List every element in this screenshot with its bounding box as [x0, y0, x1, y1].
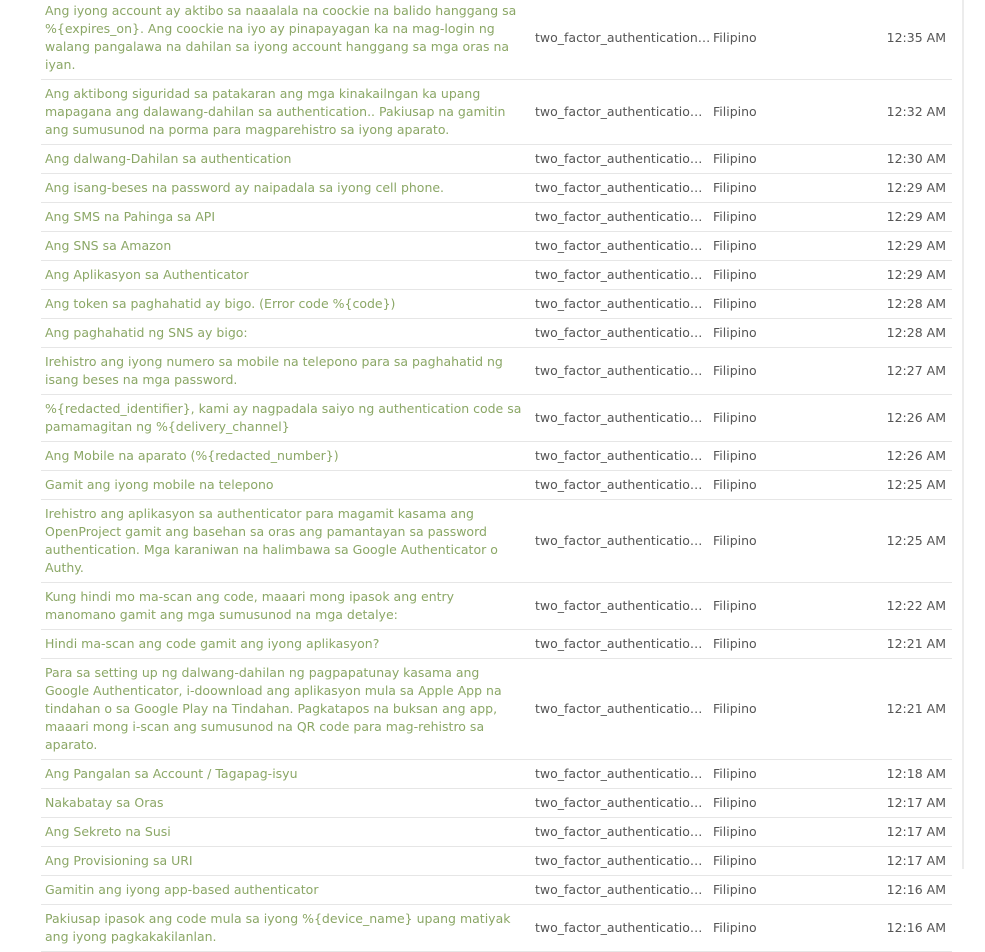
translation-link[interactable]: Ang Mobile na aparato (%{redacted_number}): [45, 448, 339, 463]
translation-cell: [41, 876, 529, 905]
timestamp-cell: 12:26 AM: [827, 442, 952, 471]
language-cell: Filipino: [709, 847, 827, 876]
table-row: [41, 471, 952, 500]
timestamp-cell: 12:25 AM: [827, 471, 952, 500]
translation-key-cell: two_factor_authenticatio…: [529, 261, 709, 290]
translation-cell: [41, 80, 529, 145]
table-row: [41, 174, 952, 203]
timestamp-cell: 12:21 AM: [827, 630, 952, 659]
translation-key-cell: two_factor_authenticatio…: [529, 80, 709, 145]
translation-link[interactable]: Irehistro ang iyong numero sa mobile na telepono para sa paghahatid ng isang beses na mga password.: [45, 354, 503, 387]
language-cell: Filipino: [709, 442, 827, 471]
translation-cell: [41, 348, 529, 395]
timestamp-cell: 12:29 AM: [827, 174, 952, 203]
table-row: [41, 630, 952, 659]
language-cell: Filipino: [709, 290, 827, 319]
table-row: [41, 319, 952, 348]
scrollbar-track[interactable]: [962, 0, 964, 869]
table-row: [41, 80, 952, 145]
translation-cell: [41, 261, 529, 290]
translation-key-cell: two_factor_authenticatio…: [529, 348, 709, 395]
translation-link[interactable]: Gamit ang iyong mobile na telepono: [45, 477, 274, 492]
timestamp-cell: 12:29 AM: [827, 232, 952, 261]
timestamp-cell: 12:18 AM: [827, 760, 952, 789]
table-row: [41, 145, 952, 174]
translation-link[interactable]: Ang Provisioning sa URI: [45, 853, 193, 868]
translation-key-cell: two_factor_authenticatio…: [529, 659, 709, 760]
timestamp-cell: 12:28 AM: [827, 290, 952, 319]
language-cell: Filipino: [709, 500, 827, 583]
translation-cell: [41, 145, 529, 174]
translation-key-cell: two_factor_authenticatio…: [529, 145, 709, 174]
timestamp-cell: 12:21 AM: [827, 659, 952, 760]
table-row: [41, 500, 952, 583]
translation-link[interactable]: Irehistro ang aplikasyon sa authenticator para magamit kasama ang OpenProject gamit ang basehan sa oras ang pamantayan sa password authentication. Mga karaniwan na halimbawa sa Google Authenticator o Authy.: [45, 506, 498, 575]
translation-cell: [41, 471, 529, 500]
table-row: [41, 818, 952, 847]
translation-key-cell: two_factor_authenticatio…: [529, 583, 709, 630]
table-row: [41, 876, 952, 905]
language-cell: Filipino: [709, 174, 827, 203]
timestamp-cell: 12:27 AM: [827, 348, 952, 395]
translation-key-cell: two_factor_authenticatio…: [529, 760, 709, 789]
translation-link[interactable]: Para sa setting up ng dalwang-dahilan ng pagpapatunay kasama ang Google Authenticator, i-doownload ang aplikasyon mula sa Apple App na tindahan o sa Google Play na Tindahan. Pagkatapos na buksan ang app, maaari mong i-scan ang sumusunod na QR code para mag-rehistro sa aparato.: [45, 665, 502, 752]
translation-cell: [41, 760, 529, 789]
translation-link[interactable]: Gamitin ang iyong app-based authenticator: [45, 882, 319, 897]
activity-rows: [41, 0, 952, 952]
translation-link[interactable]: Ang token sa paghahatid ay bigo. (Error code %{code}): [45, 296, 396, 311]
translation-key-cell: two_factor_authenticatio…: [529, 395, 709, 442]
table-row: [41, 905, 952, 952]
table-row: [41, 760, 952, 789]
translation-key-cell: two_factor_authenticatio…: [529, 471, 709, 500]
translation-cell: [41, 290, 529, 319]
language-cell: Filipino: [709, 905, 827, 952]
table-row: [41, 395, 952, 442]
translation-link[interactable]: Ang aktibong siguridad sa patakaran ang mga kinakailngan ka upang mapagana ang dalawang-dahilan sa authentication.. Pakiusap na gamitin ang sumusunod na porma para magparehistro sa iyong aparato.: [45, 86, 506, 137]
language-cell: Filipino: [709, 319, 827, 348]
translation-key-cell: two_factor_authentication…: [529, 0, 709, 80]
translation-activity-table: [41, 0, 952, 952]
translation-key-cell: two_factor_authenticatio…: [529, 203, 709, 232]
translation-key-cell: two_factor_authenticatio…: [529, 876, 709, 905]
translation-key-cell: two_factor_authenticatio…: [529, 905, 709, 952]
translation-cell: [41, 847, 529, 876]
timestamp-cell: 12:29 AM: [827, 261, 952, 290]
translation-link[interactable]: Ang dalwang-Dahilan sa authentication: [45, 151, 292, 166]
timestamp-cell: 12:32 AM: [827, 80, 952, 145]
table-row: [41, 442, 952, 471]
translation-cell: [41, 789, 529, 818]
language-cell: Filipino: [709, 348, 827, 395]
translation-cell: [41, 203, 529, 232]
translation-cell: [41, 319, 529, 348]
timestamp-cell: 12:30 AM: [827, 145, 952, 174]
table-row: [41, 847, 952, 876]
table-row: [41, 583, 952, 630]
translation-cell: [41, 659, 529, 760]
language-cell: Filipino: [709, 261, 827, 290]
translation-cell: [41, 583, 529, 630]
timestamp-cell: 12:26 AM: [827, 395, 952, 442]
language-cell: Filipino: [709, 232, 827, 261]
timestamp-cell: 12:17 AM: [827, 818, 952, 847]
timestamp-cell: 12:17 AM: [827, 847, 952, 876]
language-cell: Filipino: [709, 80, 827, 145]
timestamp-cell: 12:35 AM: [827, 0, 952, 80]
timestamp-cell: 12:16 AM: [827, 876, 952, 905]
translation-key-cell: two_factor_authenticatio…: [529, 442, 709, 471]
translation-link[interactable]: Nakabatay sa Oras: [45, 795, 164, 810]
timestamp-cell: 12:17 AM: [827, 789, 952, 818]
translation-cell: [41, 442, 529, 471]
translation-link[interactable]: Ang SMS na Pahinga sa API: [45, 209, 216, 224]
translation-cell: [41, 630, 529, 659]
translation-link[interactable]: Pakiusap ipasok ang code mula sa iyong %{device_name} upang matiyak ang iyong pagkakakilanlan.: [45, 911, 511, 944]
translation-cell: [41, 500, 529, 583]
translation-cell: [41, 174, 529, 203]
translation-link[interactable]: Hindi ma-scan ang code gamit ang iyong aplikasyon?: [45, 636, 380, 651]
language-cell: Filipino: [709, 203, 827, 232]
translation-link[interactable]: Ang Aplikasyon sa Authenticator: [45, 267, 249, 282]
table-row: [41, 659, 952, 760]
translation-link[interactable]: Kung hindi mo ma-scan ang code, maaari mong ipasok ang entry manomano gamit ang mga sumusunod na mga detalye:: [45, 589, 455, 622]
table-row: [41, 789, 952, 818]
table-row: [41, 348, 952, 395]
translation-cell: [41, 905, 529, 952]
table-row: [41, 290, 952, 319]
language-cell: Filipino: [709, 471, 827, 500]
language-cell: Filipino: [709, 0, 827, 80]
translation-link[interactable]: %{redacted_identifier}, kami ay nagpadala saiyo ng authentication code sa pamamagitan ng %{delivery_channel}: [45, 401, 522, 434]
translation-link[interactable]: Ang Sekreto na Susi: [45, 824, 171, 839]
translation-key-cell: two_factor_authenticatio…: [529, 847, 709, 876]
translation-key-cell: two_factor_authenticatio…: [529, 290, 709, 319]
translation-link[interactable]: Ang paghahatid ng SNS ay bigo:: [45, 325, 248, 340]
language-cell: Filipino: [709, 659, 827, 760]
language-cell: Filipino: [709, 395, 827, 442]
table-row: [41, 0, 952, 80]
translation-key-cell: two_factor_authenticatio…: [529, 789, 709, 818]
timestamp-cell: 12:28 AM: [827, 319, 952, 348]
translation-key-cell: two_factor_authenticatio…: [529, 500, 709, 583]
translation-key-cell: two_factor_authenticatio…: [529, 818, 709, 847]
timestamp-cell: 12:16 AM: [827, 905, 952, 952]
timestamp-cell: 12:25 AM: [827, 500, 952, 583]
translation-link[interactable]: Ang Pangalan sa Account / Tagapag-isyu: [45, 766, 298, 781]
translation-cell: [41, 818, 529, 847]
translation-link[interactable]: Ang isang-beses na password ay naipadala sa iyong cell phone.: [45, 180, 445, 195]
translation-link[interactable]: Ang SNS sa Amazon: [45, 238, 172, 253]
translation-link[interactable]: Ang iyong account ay aktibo sa naaalala na coockie na balido hanggang sa %{expires_on}. Ang coockie na iyo ay pinapayagan ka na mag-login ng walang pangalawa na dahilan sa iyong account hanggang sa mga oras na iyan.: [45, 3, 517, 72]
translation-key-cell: two_factor_authenticatio…: [529, 630, 709, 659]
table-row: [41, 203, 952, 232]
language-cell: Filipino: [709, 876, 827, 905]
language-cell: Filipino: [709, 583, 827, 630]
language-cell: Filipino: [709, 818, 827, 847]
language-cell: Filipino: [709, 630, 827, 659]
table-row: [41, 232, 952, 261]
language-cell: Filipino: [709, 760, 827, 789]
table-row: [41, 261, 952, 290]
language-cell: Filipino: [709, 145, 827, 174]
timestamp-cell: 12:29 AM: [827, 203, 952, 232]
translation-cell: [41, 232, 529, 261]
translation-cell: [41, 0, 529, 80]
translation-key-cell: two_factor_authenticatio…: [529, 319, 709, 348]
language-cell: Filipino: [709, 789, 827, 818]
translation-key-cell: two_factor_authenticatio…: [529, 174, 709, 203]
translation-key-cell: two_factor_authenticatio…: [529, 232, 709, 261]
timestamp-cell: 12:22 AM: [827, 583, 952, 630]
translation-cell: [41, 395, 529, 442]
